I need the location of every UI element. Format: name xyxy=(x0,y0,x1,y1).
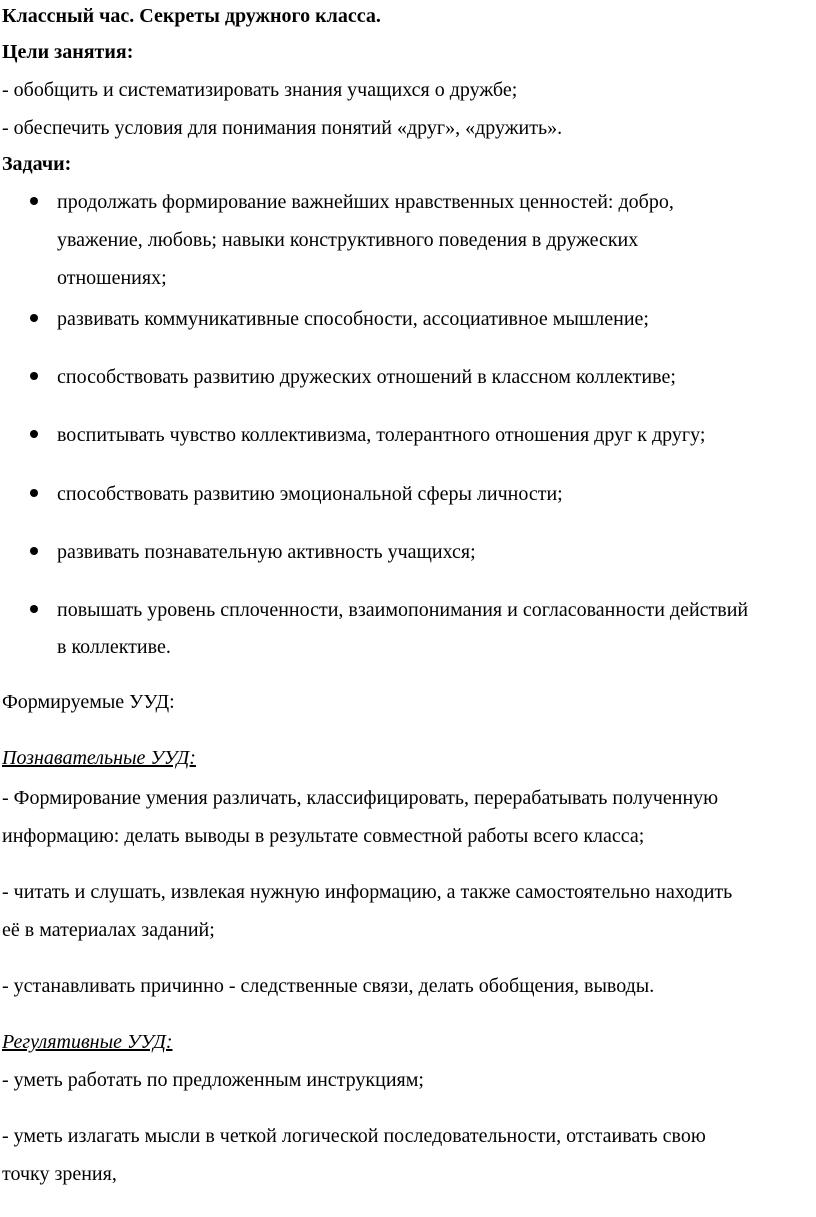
bullet-icon xyxy=(30,489,38,497)
task-item-line: уважение, любовь; навыки конструктивного поведения в дружеских xyxy=(57,229,639,251)
bullet-icon xyxy=(30,197,38,205)
cognitive-item-line: - Формирование умения различать, классифицировать, перерабатывать полученную xyxy=(2,787,719,809)
task-item-line: отношениях; xyxy=(57,267,167,289)
bullet-icon xyxy=(30,430,38,438)
regulative-item-line: - уметь работать по предложенным инструкциям; xyxy=(2,1069,424,1091)
bullet-icon xyxy=(30,605,38,613)
task-item-line: в коллективе. xyxy=(57,636,171,658)
task-item-line: воспитывать чувство коллективизма, толерантного отношения друг к другу; xyxy=(57,424,706,446)
tasks-heading: Задачи: xyxy=(2,153,72,175)
cognitive-item-line: информацию: делать выводы в результате совместной работы всего класса; xyxy=(2,825,645,847)
task-item-line: способствовать развитию дружеских отношений в классном коллективе; xyxy=(57,366,676,388)
task-item-line: продолжать формирование важнейших нравственных ценностей: добро, xyxy=(57,191,674,213)
regulative-item-line: - уметь излагать мысли в четкой логической последовательности, отстаивать свою xyxy=(2,1125,706,1147)
regulative-heading: Регулятивные УУД: xyxy=(2,1031,173,1053)
uud-heading: Формируемые УУД: xyxy=(2,691,175,713)
task-item-line: развивать познавательную активность учащихся; xyxy=(57,541,476,563)
cognitive-item-line: - устанавливать причинно - следственные связи, делать обобщения, выводы. xyxy=(2,975,655,997)
task-item-line: повышать уровень сплоченности, взаимопонимания и согласованности действий xyxy=(57,599,749,621)
goal-item: - обобщить и систематизировать знания учащихся о дружбе; xyxy=(2,79,518,101)
task-item-line: способствовать развитию эмоциональной сферы личности; xyxy=(57,483,563,505)
goal-item: - обеспечить условия для понимания понятий «друг», «дружить». xyxy=(2,117,563,139)
cognitive-heading: Познавательные УУД: xyxy=(2,747,196,769)
goals-heading: Цели занятия: xyxy=(2,41,134,63)
bullet-icon xyxy=(30,314,38,322)
cognitive-item-line: - читать и слушать, извлекая нужную информацию, а также самостоятельно находить xyxy=(2,881,733,903)
bullet-icon xyxy=(30,372,38,380)
task-item-line: развивать коммуникативные способности, ассоциативное мышление; xyxy=(57,308,649,330)
cognitive-item-line: её в материалах заданий; xyxy=(2,919,215,941)
regulative-item-line: точку зрения, xyxy=(2,1163,117,1185)
bullet-icon xyxy=(30,547,38,555)
document-title: Классный час. Секреты дружного класса. xyxy=(2,5,381,27)
